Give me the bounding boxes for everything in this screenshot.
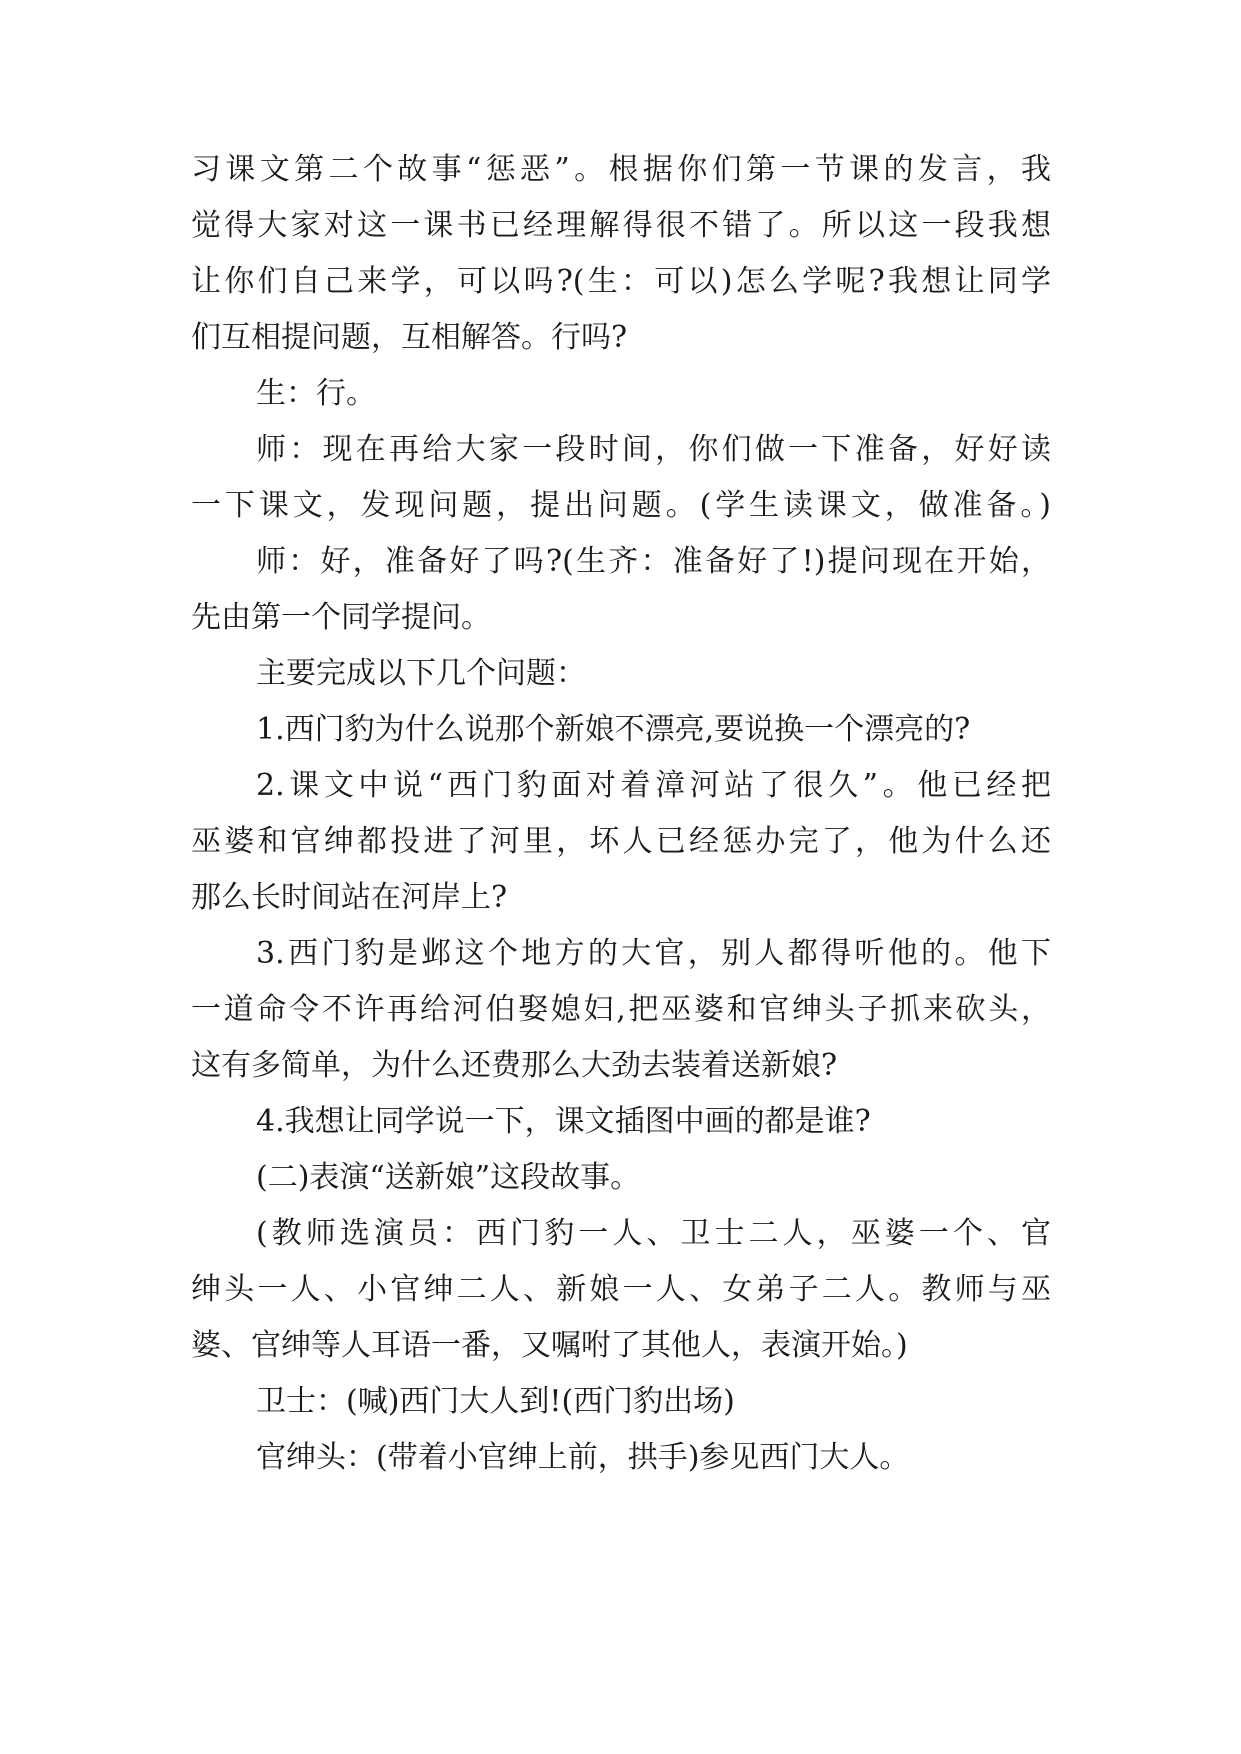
text-line: 巫婆和官绅都投进了河里，坏人已经惩办完了，他为什么还 xyxy=(191,824,1051,859)
text-line: 卫士：(喊)西门大人到!(西门豹出场) xyxy=(256,1384,735,1419)
text-line: 1.西门豹为什么说那个新娘不漂亮,要说换一个漂亮的? xyxy=(256,712,971,747)
text-line: 这有多简单，为什么还费那么大劲去装着送新娘? xyxy=(191,1048,838,1083)
text-line: 4.我想让同学说一下，课文插图中画的都是谁? xyxy=(256,1104,871,1139)
text-line: 2.课文中说“西门豹面对着漳河站了很久”。他已经把 xyxy=(256,768,1051,803)
text-line: 生：行。 xyxy=(256,376,376,411)
text-line: 觉得大家对这一课书已经理解得很不错了。所以这一段我想 xyxy=(191,208,1051,243)
text-line: (二)表演“送新娘”这段故事。 xyxy=(256,1160,641,1195)
text-line: (教师选演员：西门豹一人、卫士二人，巫婆一个、官 xyxy=(256,1216,1051,1251)
text-line: 主要完成以下几个问题： xyxy=(256,656,586,691)
text-line: 先由第一个同学提问。 xyxy=(191,600,491,635)
text-line: 一道命令不许再给河伯娶媳妇,把巫婆和官绅头子抓来砍头， xyxy=(191,992,1051,1027)
text-line: 师：好，准备好了吗?(生齐：准备好了!)提问现在开始， xyxy=(256,544,1051,579)
text-line: 习课文第二个故事“惩恶”。根据你们第一节课的发言，我 xyxy=(191,152,1051,187)
text-line: 3.西门豹是邺这个地方的大官，别人都得听他的。他下 xyxy=(256,936,1051,971)
text-line: 们互相提问题，互相解答。行吗? xyxy=(191,320,628,355)
text-line: 婆、官绅等人耳语一番，又嘱咐了其他人，表演开始。) xyxy=(191,1328,908,1363)
text-line: 一下课文，发现问题，提出问题。(学生读课文，做准备。) xyxy=(191,488,1051,523)
text-line: 官绅头：(带着小官绅上前，拱手)参见西门大人。 xyxy=(256,1440,910,1475)
text-line: 让你们自己来学，可以吗?(生：可以)怎么学呢?我想让同学 xyxy=(191,264,1051,299)
text-line: 那么长时间站在河岸上? xyxy=(191,880,508,915)
text-line: 绅头一人、小官绅二人、新娘一人、女弟子二人。教师与巫 xyxy=(191,1272,1051,1307)
text-line: 师：现在再给大家一段时间，你们做一下准备，好好读 xyxy=(256,432,1051,467)
